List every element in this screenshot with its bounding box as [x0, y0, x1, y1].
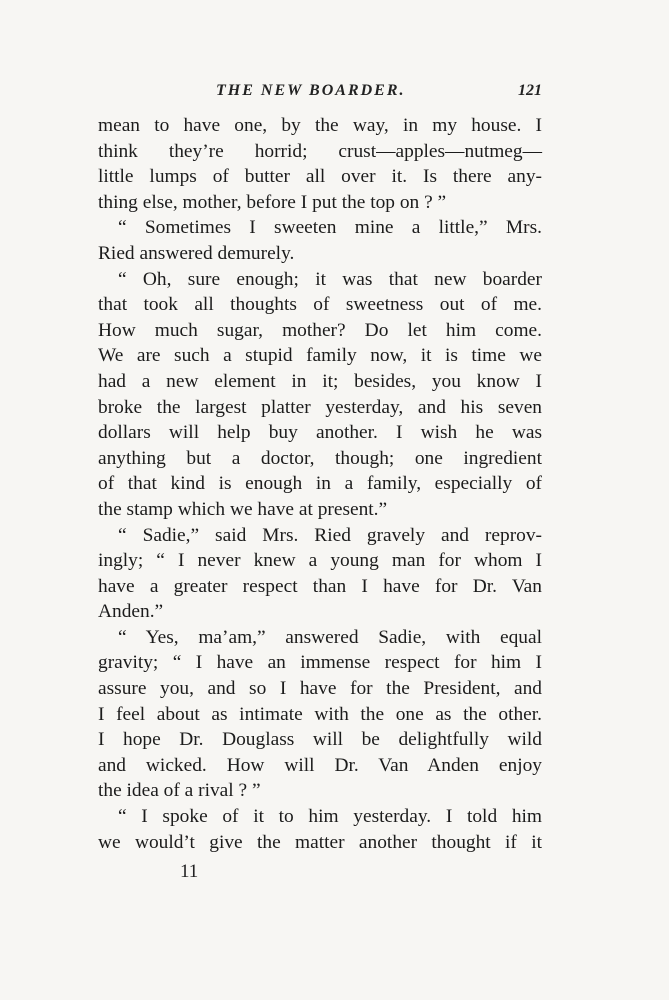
text-line: How much sugar, mother? Do let him come.: [98, 319, 542, 341]
text-line: broke the largest platter yesterday, and his seven: [98, 396, 542, 418]
text-line: I feel about as intimate with the one as the other.: [98, 703, 542, 725]
text-line: dollars will help buy another. I wish he was: [98, 422, 542, 444]
text-line: of that kind is enough in a family, especially of: [98, 473, 542, 495]
body-text: [98, 113, 542, 855]
text-line: We are such a stupid family now, it is time we: [98, 345, 542, 367]
text-line: Ried answered demurely.: [98, 242, 295, 264]
text-line: ingly; “ I never knew a young man for whom I: [98, 550, 542, 572]
text-line: “ Yes, ma’am,” answered Sadie, with equal: [118, 626, 542, 648]
text-line: mean to have one, by the way, in my house. I: [98, 115, 542, 136]
signature-mark: 11: [180, 861, 199, 882]
text-line: “ Oh, sure enough; it was that new boarder: [118, 268, 542, 290]
text-line: have a greater respect than I have for Dr. Van: [98, 575, 542, 597]
text-line: the stamp which we have at present.”: [98, 498, 388, 520]
text-line: “ Sometimes I sweeten mine a little,” Mrs.: [118, 217, 542, 239]
running-head: [98, 82, 542, 106]
text-line: the idea of a rival ? ”: [98, 780, 261, 802]
text-line: think they’re horrid; crust—apples—nutmeg—: [98, 140, 542, 162]
text-line: gravity; “ I have an immense respect for him I: [98, 652, 542, 674]
running-title: THE NEW BOARDER.: [216, 82, 406, 99]
text-line: and wicked. How will Dr. Van Anden enjoy: [98, 754, 542, 776]
text-line: “ I spoke of it to him yesterday. I told him: [118, 806, 542, 828]
page-number: 121: [518, 82, 542, 99]
text-line: had a new element in it; besides, you know I: [98, 370, 542, 392]
text-line: that took all thoughts of sweetness out of me.: [98, 294, 542, 316]
text-line: thing else, mother, before I put the top on ? ”: [98, 191, 447, 213]
text-line: Anden.”: [98, 601, 164, 623]
text-line: “ Sadie,” said Mrs. Ried gravely and reprov-: [118, 524, 542, 546]
text-line: anything but a doctor, though; one ingredient: [98, 447, 542, 469]
text-line: I hope Dr. Douglass will be delightfully wild: [98, 729, 542, 751]
text-line: assure you, and so I have for the President, and: [98, 678, 542, 700]
text-line: little lumps of butter all over it. Is there any-: [98, 166, 542, 188]
text-line: we would’t give the matter another thought if it: [98, 831, 542, 853]
